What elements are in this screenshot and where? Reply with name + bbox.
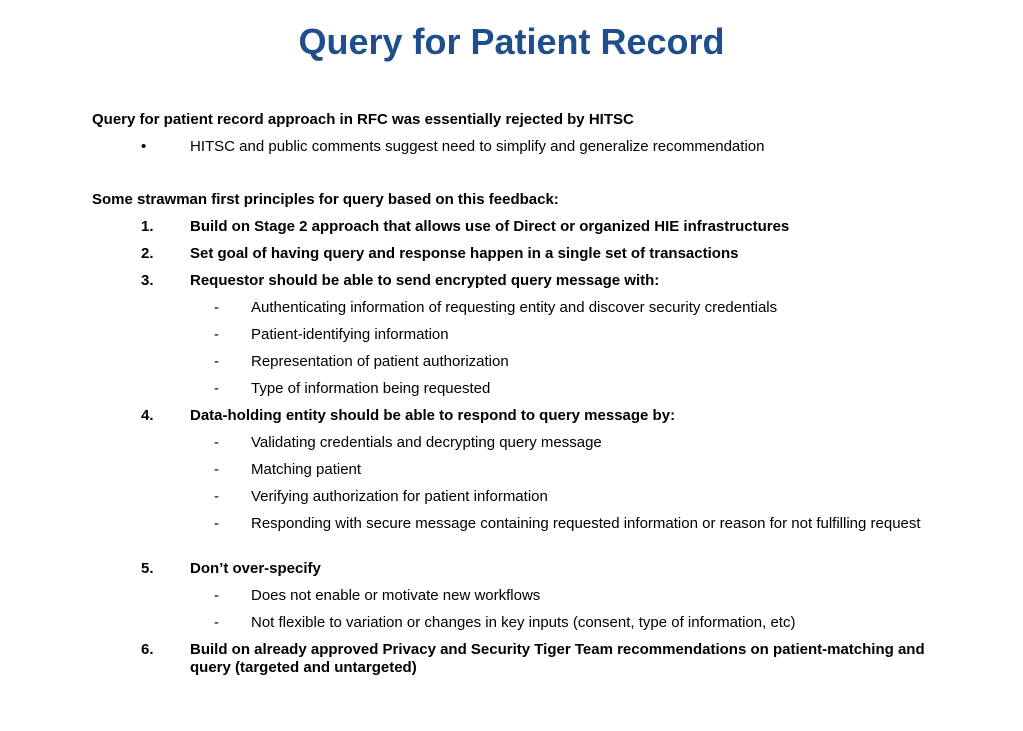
- item-number: 1.: [141, 218, 154, 235]
- item-number: 4.: [141, 407, 154, 424]
- principle-item-2: [92, 245, 952, 272]
- sub-item-text: Validating credentials and decrypting query message: [251, 434, 602, 451]
- principle-item-5: [92, 560, 952, 587]
- dash-marker: -: [214, 461, 219, 478]
- dash-marker: -: [214, 587, 219, 604]
- principles-heading: Some strawman first principles for query based on this feedback:: [92, 191, 559, 208]
- item-text: Set goal of having query and response happen in a single set of transactions: [190, 245, 739, 262]
- item-text: Build on Stage 2 approach that allows use of Direct or organized HIE infrastructures: [190, 218, 790, 235]
- dash-marker: -: [214, 614, 219, 631]
- slide-body: [92, 111, 952, 677]
- item-text: Requestor should be able to send encrypted query message with:: [190, 272, 660, 289]
- intro-bullet-text: HITSC and public comments suggest need to simplify and generalize recommendation: [190, 138, 765, 155]
- page-title: Query for Patient Record: [298, 21, 725, 62]
- sub-item: [92, 461, 952, 488]
- sub-item-text: Not flexible to variation or changes in key inputs (consent, type of information, etc): [251, 614, 796, 631]
- dash-marker: -: [214, 434, 219, 451]
- sub-item: [92, 434, 952, 461]
- item-text: Don’t over-specify: [190, 560, 321, 577]
- sub-item-text: Type of information being requested: [251, 380, 491, 397]
- dash-marker: -: [214, 299, 219, 316]
- sub-item: [92, 353, 952, 380]
- intro-heading: Query for patient record approach in RFC was essentially rejected by HITSC: [92, 111, 634, 128]
- principle-item-1: [92, 218, 952, 245]
- sub-item: [92, 380, 952, 407]
- item-number: 6.: [141, 641, 154, 658]
- sub-item-text: Patient-identifying information: [251, 326, 449, 343]
- item-number: 5.: [141, 560, 154, 577]
- dash-marker: -: [214, 380, 219, 397]
- principle-item-3: [92, 272, 952, 299]
- item-text: Build on already approved Privacy and Security Tiger Team recommendations on patient-matching and query (targeted and untargeted): [190, 641, 925, 676]
- sub-item: [92, 488, 952, 515]
- sub-item-text: Verifying authorization for patient information: [251, 488, 548, 505]
- sub-item: [92, 326, 952, 353]
- item-text: Data-holding entity should be able to respond to query message by:: [190, 407, 676, 424]
- sub-item: [92, 614, 952, 641]
- sub-item: [92, 515, 952, 560]
- sub-item-text: Authenticating information of requesting entity and discover security credentials: [251, 299, 778, 316]
- principle-item-4: [92, 407, 952, 434]
- sub-item-text: Responding with secure message containing requested information or reason for not fulfilling request: [251, 515, 921, 532]
- sub-item-text: Representation of patient authorization: [251, 353, 509, 370]
- spacer: [92, 165, 952, 191]
- dash-marker: -: [214, 488, 219, 505]
- bullet-marker: •: [141, 138, 147, 155]
- sub-item-text: Matching patient: [251, 461, 362, 478]
- sub-item: [92, 299, 952, 326]
- sub-item-text: Does not enable or motivate new workflows: [251, 587, 541, 604]
- principle-item-6: [92, 641, 952, 677]
- item-number: 3.: [141, 272, 154, 289]
- dash-marker: -: [214, 353, 219, 370]
- item-number: 2.: [141, 245, 154, 262]
- sub-item: [92, 587, 952, 614]
- dash-marker: -: [214, 515, 219, 532]
- intro-bullet: [92, 138, 952, 165]
- dash-marker: -: [214, 326, 219, 343]
